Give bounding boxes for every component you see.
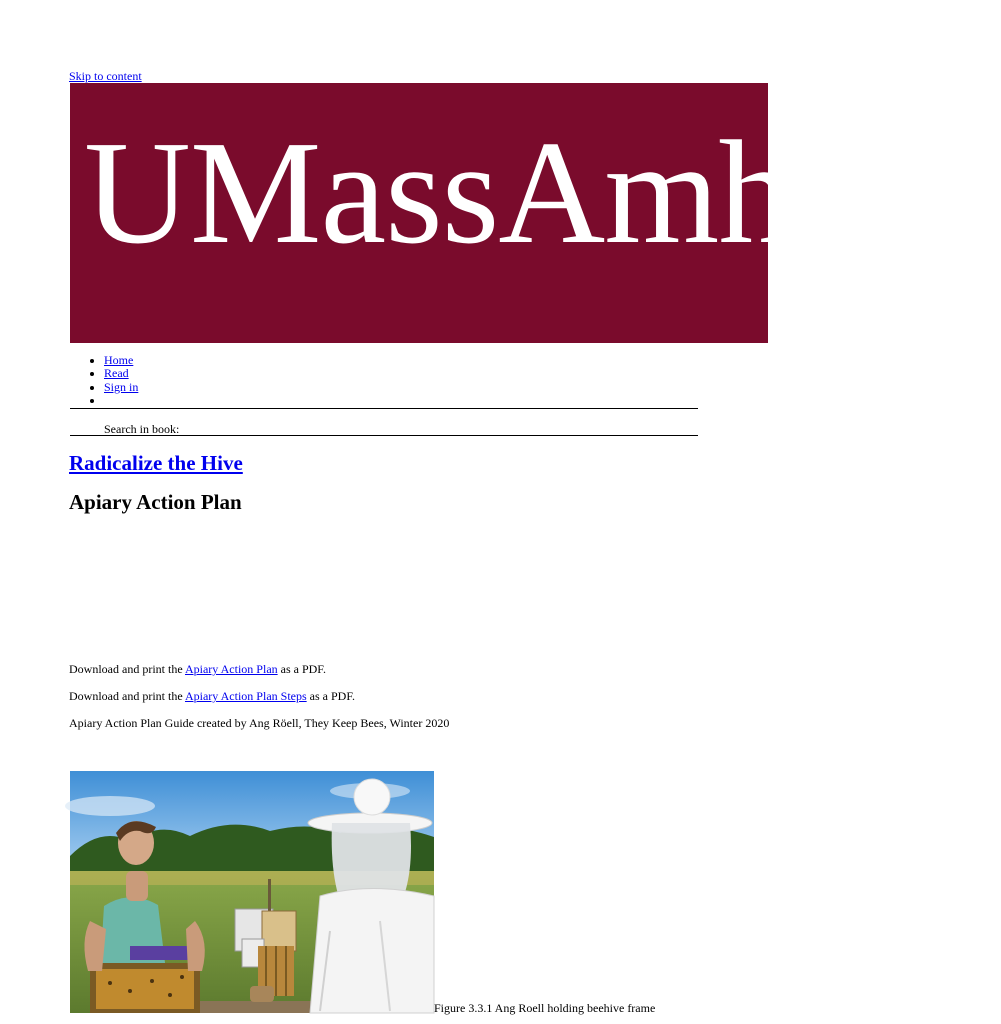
nav-item-empty [104,394,138,407]
download-steps-paragraph [69,689,355,704]
apiary-action-plan-steps-link[interactable]: Apiary Action Plan Steps [184,689,307,703]
p1-after: as a PDF. [277,662,327,676]
book-title [69,451,243,476]
guide-credit-paragraph: Apiary Action Plan Guide created by Ang Röell, They Keep Bees, Winter 2020 [69,716,450,730]
p1-before: Download and print the [69,662,185,676]
nav-item-home [104,354,138,367]
banner-logo-text: UMassAmherst [84,111,1001,275]
search-rule-bottom [70,435,698,436]
search-rule-top [70,408,698,409]
nav-link-home[interactable]: Home [104,353,134,367]
figure-caption: Figure 3.3.1 Ang Roell holding beehive frame [434,1001,656,1015]
page-title: Apiary Action Plan [69,490,242,514]
p2-before: Download and print the [69,689,185,703]
download-plan-paragraph [69,662,326,677]
book-title-link[interactable]: Radicalize the Hive [69,451,243,475]
main-nav [69,354,138,408]
nav-item-sign-in [104,381,138,394]
beekeeper-photo [70,771,434,1013]
skip-to-content-link[interactable]: Skip to content [69,69,142,83]
apiary-action-plan-link[interactable]: Apiary Action Plan [184,662,278,676]
nav-item-read [104,367,138,380]
search-label[interactable]: Search in book: [104,422,180,436]
header-banner[interactable] [70,83,1001,343]
nav-link-sign-in[interactable]: Sign in [104,379,139,394]
nav-link-read[interactable]: Read [104,366,129,381]
p2-after: as a PDF. [306,689,356,703]
